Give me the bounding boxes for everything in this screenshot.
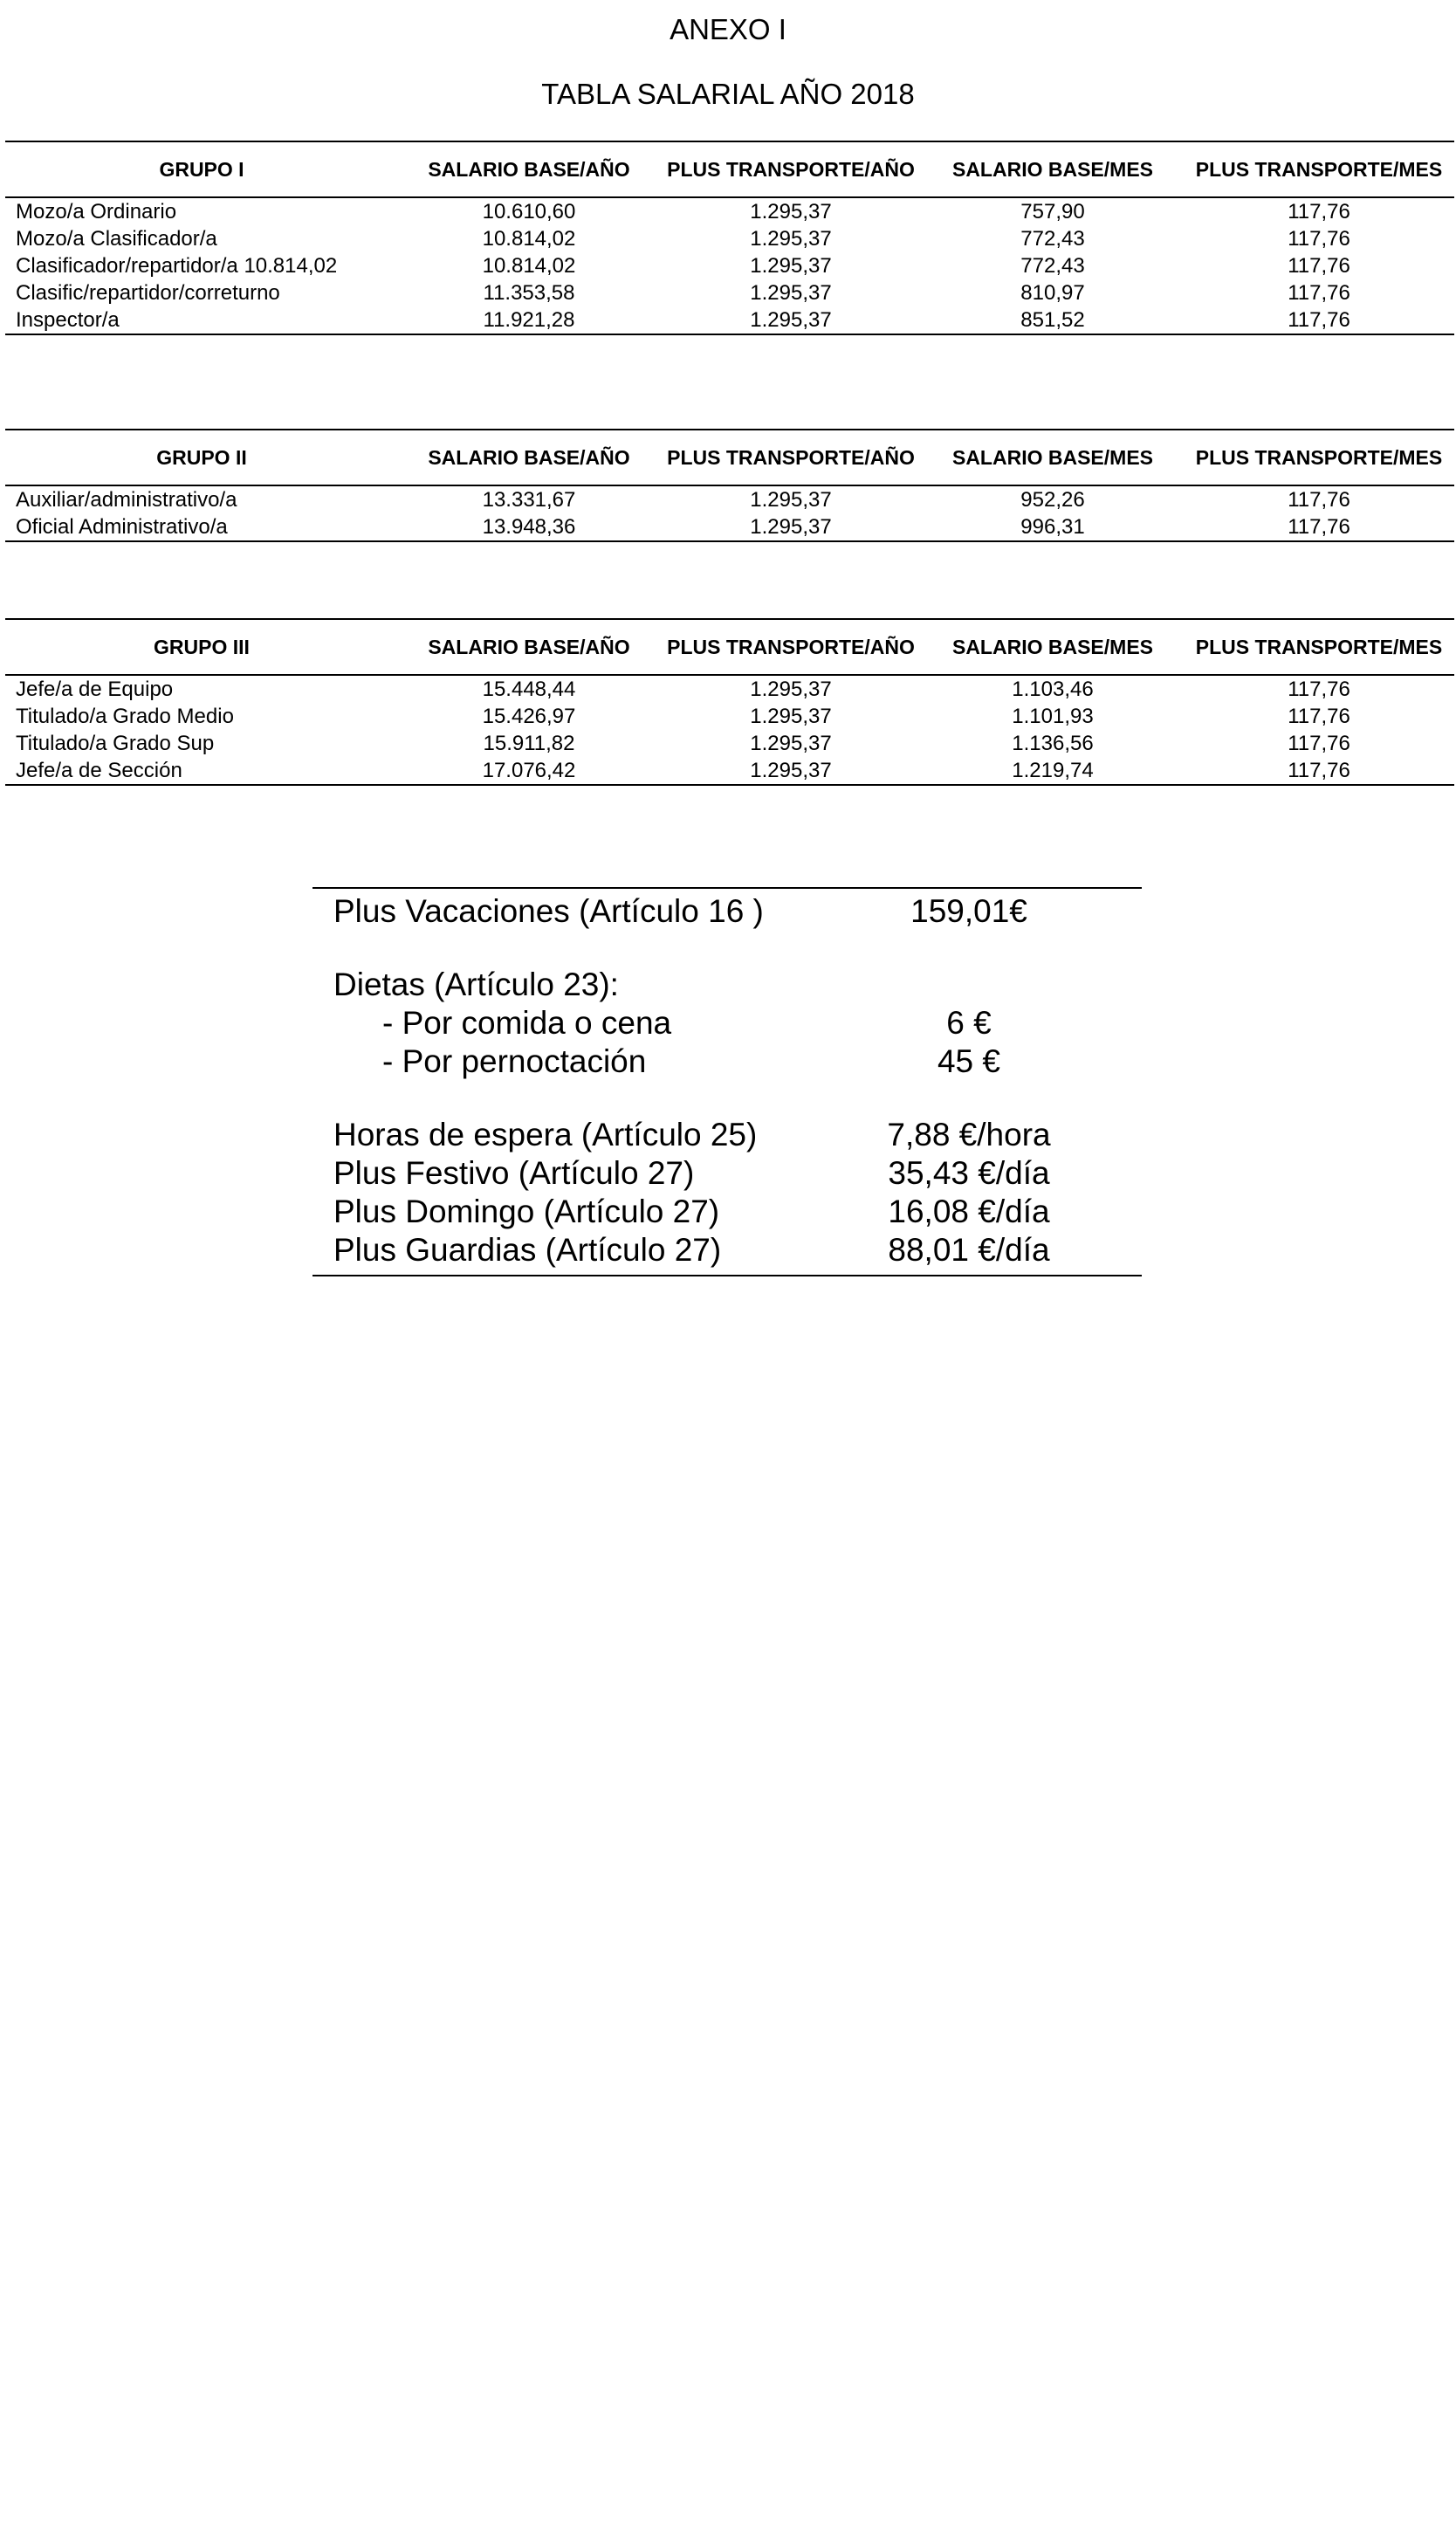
salario-base-mes: 1.101,93	[1012, 705, 1094, 728]
salary-table-grupo-ii	[5, 429, 1454, 542]
table-row	[5, 306, 1454, 334]
plus-transporte-ano: 1.295,37	[660, 306, 922, 334]
complements-table	[312, 887, 1142, 1276]
category-name: Clasificador/repartidor/a 10.814,02	[16, 254, 338, 278]
plus-guardias-label: Plus Guardias (Artículo 27)	[333, 1232, 722, 1268]
group-header: GRUPO II	[5, 430, 398, 485]
table-row	[5, 757, 1454, 785]
plus-transporte-mes: 117,76	[1184, 513, 1454, 541]
plus-vacaciones-row	[312, 892, 1142, 931]
salary-table-grupo-iii	[5, 618, 1454, 786]
plus-vacaciones-label: Plus Vacaciones (Artículo 16 )	[333, 893, 764, 929]
salario-base-ano: 15.911,82	[483, 732, 575, 755]
category-name: Clasific/repartidor/correturno	[16, 281, 280, 305]
salario-base-ano: 11.921,28	[398, 306, 660, 334]
group-header: GRUPO I	[5, 141, 398, 197]
plus-guardias-row	[312, 1231, 1142, 1269]
salario-base-mes: 772,43	[1020, 254, 1085, 278]
plus-transporte-ano: 1.295,37	[750, 678, 832, 701]
table-row	[5, 675, 1454, 703]
plus-festivo-value: 35,43 €/día	[888, 1155, 1050, 1191]
dieta-comida-value: 6 €	[946, 1005, 992, 1041]
spacer	[312, 1081, 1142, 1116]
column-header-salario-base-mes: SALARIO BASE/MES	[922, 619, 1184, 675]
salario-base-mes: 757,90	[1020, 200, 1085, 224]
plus-transporte-mes: 117,76	[1184, 306, 1454, 334]
salario-base-ano: 13.948,36	[398, 513, 660, 541]
salario-base-ano: 17.076,42	[398, 757, 660, 785]
salario-base-ano: 15.426,97	[482, 705, 576, 728]
plus-transporte-ano: 1.295,37	[750, 732, 832, 755]
salario-base-ano: 10.814,02	[482, 254, 576, 278]
salario-base-mes: 1.136,56	[1012, 732, 1094, 755]
column-header-salario-base-mes: SALARIO BASE/MES	[922, 430, 1184, 485]
column-header-plus-transporte-ano: PLUS TRANSPORTE/AÑO	[660, 141, 922, 197]
plus-transporte-mes: 117,76	[1288, 705, 1350, 728]
category-name: Mozo/a Clasificador/a	[16, 227, 217, 251]
salario-base-ano: 15.448,44	[482, 678, 576, 701]
table-row	[5, 513, 1454, 541]
salario-base-mes: 772,43	[1020, 227, 1085, 251]
column-header-plus-transporte-mes: PLUS TRANSPORTE/MES	[1184, 141, 1454, 197]
salario-base-mes: 1.219,74	[922, 757, 1184, 785]
column-header-salario-base-ano: SALARIO BASE/AÑO	[398, 141, 660, 197]
category-name: Inspector/a	[5, 306, 398, 334]
table-row	[5, 703, 1454, 730]
salario-base-mes: 1.103,46	[1012, 678, 1094, 701]
plus-transporte-mes: 117,76	[1288, 227, 1350, 251]
table-title: TABLA SALARIAL AÑO 2018	[541, 78, 915, 110]
category-name: Mozo/a Ordinario	[16, 200, 177, 224]
category-name: Oficial Administrativo/a	[5, 513, 398, 541]
category-name: Titulado/a Grado Medio	[16, 705, 234, 728]
table-header-row	[5, 619, 1454, 675]
category-name: Auxiliar/administrativo/a	[16, 488, 237, 512]
table-row	[5, 485, 1454, 513]
salario-base-mes: 851,52	[922, 306, 1184, 334]
plus-guardias-value: 88,01 €/día	[888, 1232, 1050, 1268]
plus-transporte-ano: 1.295,37	[660, 757, 922, 785]
plus-transporte-mes: 117,76	[1288, 254, 1350, 278]
plus-festivo-row	[312, 1154, 1142, 1193]
salario-base-mes: 810,97	[1020, 281, 1085, 305]
table-row	[5, 252, 1454, 279]
plus-transporte-mes: 117,76	[1288, 488, 1350, 512]
column-header-plus-transporte-mes: PLUS TRANSPORTE/MES	[1184, 619, 1454, 675]
dietas-label: Dietas (Artículo 23):	[333, 967, 619, 1002]
table-header-row	[5, 141, 1454, 197]
dietas-row	[312, 966, 1142, 1004]
plus-transporte-mes: 117,76	[1288, 732, 1350, 755]
group-header: GRUPO III	[5, 619, 398, 675]
annex-title: ANEXO I	[670, 13, 786, 45]
plus-transporte-mes: 117,76	[1288, 200, 1350, 224]
category-name: Jefe/a de Equipo	[16, 678, 174, 701]
salario-base-mes: 952,26	[1020, 488, 1085, 512]
table-row	[5, 279, 1454, 306]
plus-domingo-row	[312, 1193, 1142, 1231]
horas-espera-label: Horas de espera (Artículo 25)	[333, 1117, 758, 1152]
plus-domingo-value: 16,08 €/día	[888, 1194, 1050, 1229]
salario-base-ano: 10.814,02	[482, 227, 576, 251]
plus-transporte-ano: 1.295,37	[750, 705, 832, 728]
plus-vacaciones-value: 159,01€	[910, 893, 1027, 929]
table-header-row	[5, 430, 1454, 485]
dieta-pernoctacion-value: 45 €	[937, 1043, 1000, 1079]
column-header-plus-transporte-mes: PLUS TRANSPORTE/MES	[1184, 430, 1454, 485]
salario-base-ano: 10.610,60	[482, 200, 576, 224]
category-name: Jefe/a de Sección	[5, 757, 398, 785]
salario-base-mes: 996,31	[922, 513, 1184, 541]
plus-transporte-ano: 1.295,37	[750, 281, 832, 305]
plus-transporte-ano: 1.295,37	[660, 513, 922, 541]
plus-transporte-ano: 1.295,37	[750, 488, 832, 512]
column-header-plus-transporte-ano: PLUS TRANSPORTE/AÑO	[660, 619, 922, 675]
dieta-comida-row	[312, 1004, 1142, 1042]
column-header-salario-base-mes: SALARIO BASE/MES	[922, 141, 1184, 197]
plus-transporte-mes: 117,76	[1184, 757, 1454, 785]
salario-base-ano: 11.353,58	[483, 281, 575, 305]
plus-domingo-label: Plus Domingo (Artículo 27)	[333, 1194, 720, 1229]
dieta-pernoctacion-label: - Por pernoctación	[382, 1043, 647, 1079]
plus-transporte-ano: 1.295,37	[750, 254, 832, 278]
table-row	[5, 730, 1454, 757]
salario-base-ano: 13.331,67	[482, 488, 576, 512]
plus-transporte-ano: 1.295,37	[750, 200, 832, 224]
dieta-comida-label: - Por comida o cena	[382, 1005, 672, 1041]
plus-transporte-mes: 117,76	[1288, 281, 1350, 305]
table-row	[5, 225, 1454, 252]
table-row	[5, 197, 1454, 225]
horas-espera-row	[312, 1116, 1142, 1154]
spacer	[312, 931, 1142, 966]
salary-table-grupo-i	[5, 141, 1454, 335]
column-header-plus-transporte-ano: PLUS TRANSPORTE/AÑO	[660, 430, 922, 485]
column-header-salario-base-ano: SALARIO BASE/AÑO	[398, 430, 660, 485]
category-name: Titulado/a Grado Sup	[16, 732, 215, 755]
plus-transporte-ano: 1.295,37	[750, 227, 832, 251]
plus-transporte-mes: 117,76	[1288, 678, 1350, 701]
horas-espera-value: 7,88 €/hora	[887, 1117, 1051, 1152]
plus-festivo-label: Plus Festivo (Artículo 27)	[333, 1155, 695, 1191]
column-header-salario-base-ano: SALARIO BASE/AÑO	[398, 619, 660, 675]
dieta-pernoctacion-row	[312, 1042, 1142, 1081]
